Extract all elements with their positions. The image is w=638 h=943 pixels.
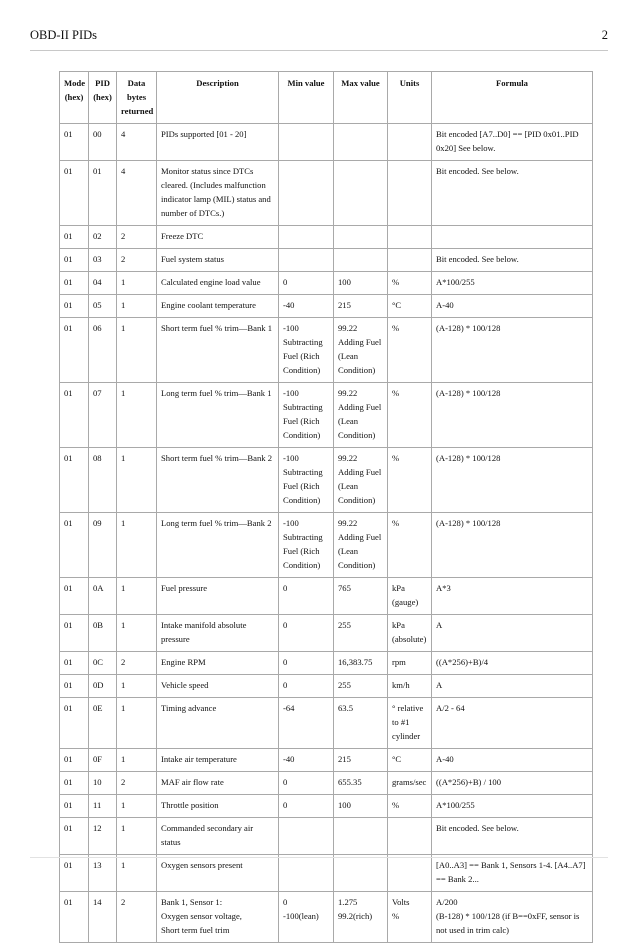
cell-mode: 01: [60, 652, 89, 675]
cell-units: °C: [388, 295, 432, 318]
column-header-mode: Mode (hex): [60, 72, 89, 124]
cell-mode: 01: [60, 892, 89, 943]
cell-min-value: 0: [279, 615, 334, 652]
table-row: [60, 249, 593, 272]
cell-description: Fuel pressure: [157, 578, 279, 615]
cell-data-bytes: 1: [117, 855, 157, 892]
cell-min-value: -40: [279, 295, 334, 318]
cell-units: Volts %: [388, 892, 432, 943]
cell-description: MAF air flow rate: [157, 772, 279, 795]
cell-formula: A*3: [432, 578, 593, 615]
cell-formula: ((A*256)+B)/4: [432, 652, 593, 675]
cell-description: PIDs supported [01 - 20]: [157, 124, 279, 161]
cell-data-bytes: 1: [117, 578, 157, 615]
cell-description: Timing advance: [157, 698, 279, 749]
table-row: [60, 318, 593, 383]
cell-mode: 01: [60, 295, 89, 318]
cell-min-value: [279, 818, 334, 855]
table-row: [60, 272, 593, 295]
cell-units: [388, 818, 432, 855]
cell-description: Commanded secondary air status: [157, 818, 279, 855]
cell-units: [388, 249, 432, 272]
cell-min-value: 0: [279, 272, 334, 295]
cell-description: Calculated engine load value: [157, 272, 279, 295]
cell-formula: A: [432, 615, 593, 652]
cell-units: %: [388, 513, 432, 578]
cell-pid: 14: [89, 892, 117, 943]
page-header: [30, 28, 608, 50]
cell-data-bytes: 1: [117, 383, 157, 448]
cell-max-value: 99.22 Adding Fuel (Lean Condition): [334, 383, 388, 448]
cell-formula: A/200 (B-128) * 100/128 (if B==0xFF, sensor is not used in trim calc): [432, 892, 593, 943]
cell-formula: Bit encoded. See below.: [432, 161, 593, 226]
cell-mode: 01: [60, 383, 89, 448]
cell-mode: 01: [60, 772, 89, 795]
cell-max-value: 655.35: [334, 772, 388, 795]
cell-data-bytes: 1: [117, 749, 157, 772]
cell-description: Throttle position: [157, 795, 279, 818]
table-row: [60, 892, 593, 943]
cell-max-value: 255: [334, 675, 388, 698]
table-row: [60, 795, 593, 818]
footer-divider: [30, 857, 608, 858]
cell-formula: A-40: [432, 749, 593, 772]
table-row: [60, 295, 593, 318]
cell-mode: 01: [60, 226, 89, 249]
cell-formula: A: [432, 675, 593, 698]
cell-mode: 01: [60, 318, 89, 383]
cell-formula: A*100/255: [432, 795, 593, 818]
cell-formula: (A-128) * 100/128: [432, 318, 593, 383]
cell-min-value: 0: [279, 652, 334, 675]
cell-min-value: -40: [279, 749, 334, 772]
cell-formula: Bit encoded [A7..D0] == [PID 0x01..PID 0x20] See below.: [432, 124, 593, 161]
page-number: 2: [601, 28, 608, 42]
page-title: OBD-II PIDs: [30, 28, 98, 42]
cell-description: Engine coolant temperature: [157, 295, 279, 318]
cell-pid: 03: [89, 249, 117, 272]
cell-mode: 01: [60, 675, 89, 698]
cell-data-bytes: 1: [117, 818, 157, 855]
cell-mode: 01: [60, 161, 89, 226]
cell-pid: 07: [89, 383, 117, 448]
cell-min-value: -100 Subtracting Fuel (Rich Condition): [279, 448, 334, 513]
cell-min-value: [279, 124, 334, 161]
cell-max-value: 16,383.75: [334, 652, 388, 675]
cell-units: grams/sec: [388, 772, 432, 795]
table-row: [60, 448, 593, 513]
cell-description: Vehicle speed: [157, 675, 279, 698]
cell-max-value: 99.22 Adding Fuel (Lean Condition): [334, 448, 388, 513]
column-header-formula: Formula: [432, 72, 593, 124]
cell-max-value: [334, 249, 388, 272]
cell-formula: (A-128) * 100/128: [432, 448, 593, 513]
cell-units: [388, 226, 432, 249]
table-row: [60, 161, 593, 226]
cell-data-bytes: 2: [117, 226, 157, 249]
cell-min-value: 0: [279, 795, 334, 818]
cell-formula: A*100/255: [432, 272, 593, 295]
cell-min-value: -100 Subtracting Fuel (Rich Condition): [279, 513, 334, 578]
table-row: [60, 226, 593, 249]
column-header-max-value: Max value: [334, 72, 388, 124]
cell-pid: 0D: [89, 675, 117, 698]
cell-units: kPa (absolute): [388, 615, 432, 652]
cell-formula: ((A*256)+B) / 100: [432, 772, 593, 795]
cell-max-value: [334, 855, 388, 892]
cell-pid: 0A: [89, 578, 117, 615]
column-header-description: Description: [157, 72, 279, 124]
cell-max-value: 100: [334, 272, 388, 295]
table-row: [60, 513, 593, 578]
cell-units: rpm: [388, 652, 432, 675]
cell-data-bytes: 4: [117, 161, 157, 226]
cell-data-bytes: 4: [117, 124, 157, 161]
cell-min-value: [279, 855, 334, 892]
column-header-pid: PID (hex): [89, 72, 117, 124]
table-row: [60, 818, 593, 855]
cell-pid: 12: [89, 818, 117, 855]
cell-data-bytes: 2: [117, 249, 157, 272]
cell-description: Fuel system status: [157, 249, 279, 272]
cell-units: [388, 161, 432, 226]
cell-units: km/h: [388, 675, 432, 698]
cell-description: Oxygen sensors present: [157, 855, 279, 892]
cell-description: Freeze DTC: [157, 226, 279, 249]
cell-min-value: -100 Subtracting Fuel (Rich Condition): [279, 318, 334, 383]
cell-pid: 06: [89, 318, 117, 383]
cell-pid: 05: [89, 295, 117, 318]
table-row: [60, 124, 593, 161]
cell-data-bytes: 1: [117, 675, 157, 698]
cell-data-bytes: 1: [117, 513, 157, 578]
cell-units: %: [388, 318, 432, 383]
cell-max-value: 215: [334, 749, 388, 772]
cell-description: Bank 1, Sensor 1: Oxygen sensor voltage, Short term fuel trim: [157, 892, 279, 943]
cell-formula: Bit encoded. See below.: [432, 818, 593, 855]
cell-description: Short term fuel % trim—Bank 1: [157, 318, 279, 383]
cell-data-bytes: 2: [117, 772, 157, 795]
cell-mode: 01: [60, 615, 89, 652]
cell-max-value: 100: [334, 795, 388, 818]
cell-mode: 01: [60, 513, 89, 578]
cell-data-bytes: 2: [117, 892, 157, 943]
table-row: [60, 749, 593, 772]
cell-formula: Bit encoded. See below.: [432, 249, 593, 272]
table-body: [60, 124, 593, 943]
cell-data-bytes: 1: [117, 795, 157, 818]
cell-description: Long term fuel % trim—Bank 1: [157, 383, 279, 448]
cell-units: [388, 855, 432, 892]
cell-max-value: [334, 161, 388, 226]
cell-units: kPa (gauge): [388, 578, 432, 615]
cell-min-value: [279, 226, 334, 249]
cell-mode: 01: [60, 124, 89, 161]
cell-min-value: 0 -100(lean): [279, 892, 334, 943]
table-row: [60, 383, 593, 448]
cell-min-value: [279, 249, 334, 272]
cell-mode: 01: [60, 818, 89, 855]
cell-description: Intake manifold absolute pressure: [157, 615, 279, 652]
cell-pid: 0E: [89, 698, 117, 749]
header-divider: [30, 50, 608, 51]
cell-description: Long term fuel % trim—Bank 2: [157, 513, 279, 578]
cell-min-value: [279, 161, 334, 226]
cell-units: %: [388, 795, 432, 818]
cell-units: °C: [388, 749, 432, 772]
cell-description: Engine RPM: [157, 652, 279, 675]
cell-min-value: -64: [279, 698, 334, 749]
cell-min-value: 0: [279, 578, 334, 615]
cell-pid: 09: [89, 513, 117, 578]
cell-max-value: 1.275 99.2(rich): [334, 892, 388, 943]
cell-data-bytes: 1: [117, 272, 157, 295]
table-header-row: [60, 72, 593, 124]
cell-units: %: [388, 448, 432, 513]
table-row: [60, 615, 593, 652]
cell-mode: 01: [60, 795, 89, 818]
cell-formula: A-40: [432, 295, 593, 318]
cell-formula: [432, 226, 593, 249]
cell-pid: 0F: [89, 749, 117, 772]
cell-pid: 04: [89, 272, 117, 295]
cell-units: %: [388, 383, 432, 448]
column-header-units: Units: [388, 72, 432, 124]
table-row: [60, 772, 593, 795]
cell-units: %: [388, 272, 432, 295]
cell-mode: 01: [60, 448, 89, 513]
table-row: [60, 855, 593, 892]
table-row: [60, 675, 593, 698]
cell-mode: 01: [60, 749, 89, 772]
cell-description: Intake air temperature: [157, 749, 279, 772]
cell-pid: 00: [89, 124, 117, 161]
cell-formula: A/2 - 64: [432, 698, 593, 749]
cell-mode: 01: [60, 578, 89, 615]
cell-pid: 10: [89, 772, 117, 795]
cell-mode: 01: [60, 698, 89, 749]
cell-data-bytes: 2: [117, 652, 157, 675]
cell-units: ° relative to #1 cylinder: [388, 698, 432, 749]
cell-formula: (A-128) * 100/128: [432, 513, 593, 578]
cell-data-bytes: 1: [117, 295, 157, 318]
cell-mode: 01: [60, 855, 89, 892]
cell-pid: 0B: [89, 615, 117, 652]
cell-formula: (A-128) * 100/128: [432, 383, 593, 448]
cell-max-value: [334, 124, 388, 161]
cell-pid: 0C: [89, 652, 117, 675]
cell-data-bytes: 1: [117, 615, 157, 652]
cell-min-value: 0: [279, 675, 334, 698]
cell-max-value: 63.5: [334, 698, 388, 749]
cell-pid: 02: [89, 226, 117, 249]
table-row: [60, 698, 593, 749]
cell-data-bytes: 1: [117, 698, 157, 749]
obd-pid-table: [59, 71, 593, 943]
column-header-data-bytes: Data bytes returned: [117, 72, 157, 124]
cell-max-value: 99.22 Adding Fuel (Lean Condition): [334, 513, 388, 578]
cell-pid: 13: [89, 855, 117, 892]
table-row: [60, 652, 593, 675]
cell-max-value: 99.22 Adding Fuel (Lean Condition): [334, 318, 388, 383]
cell-mode: 01: [60, 272, 89, 295]
cell-max-value: 255: [334, 615, 388, 652]
cell-mode: 01: [60, 249, 89, 272]
cell-pid: 08: [89, 448, 117, 513]
cell-max-value: [334, 818, 388, 855]
cell-units: [388, 124, 432, 161]
cell-max-value: [334, 226, 388, 249]
cell-pid: 01: [89, 161, 117, 226]
cell-description: Monitor status since DTCs cleared. (Includes malfunction indicator lamp (MIL) status and number of DTCs.): [157, 161, 279, 226]
cell-max-value: 765: [334, 578, 388, 615]
cell-description: Short term fuel % trim—Bank 2: [157, 448, 279, 513]
cell-min-value: 0: [279, 772, 334, 795]
column-header-min-value: Min value: [279, 72, 334, 124]
cell-min-value: -100 Subtracting Fuel (Rich Condition): [279, 383, 334, 448]
cell-data-bytes: 1: [117, 448, 157, 513]
cell-data-bytes: 1: [117, 318, 157, 383]
cell-pid: 11: [89, 795, 117, 818]
cell-formula: [A0..A3] == Bank 1, Sensors 1-4. [A4..A7] == Bank 2...: [432, 855, 593, 892]
table-row: [60, 578, 593, 615]
cell-max-value: 215: [334, 295, 388, 318]
